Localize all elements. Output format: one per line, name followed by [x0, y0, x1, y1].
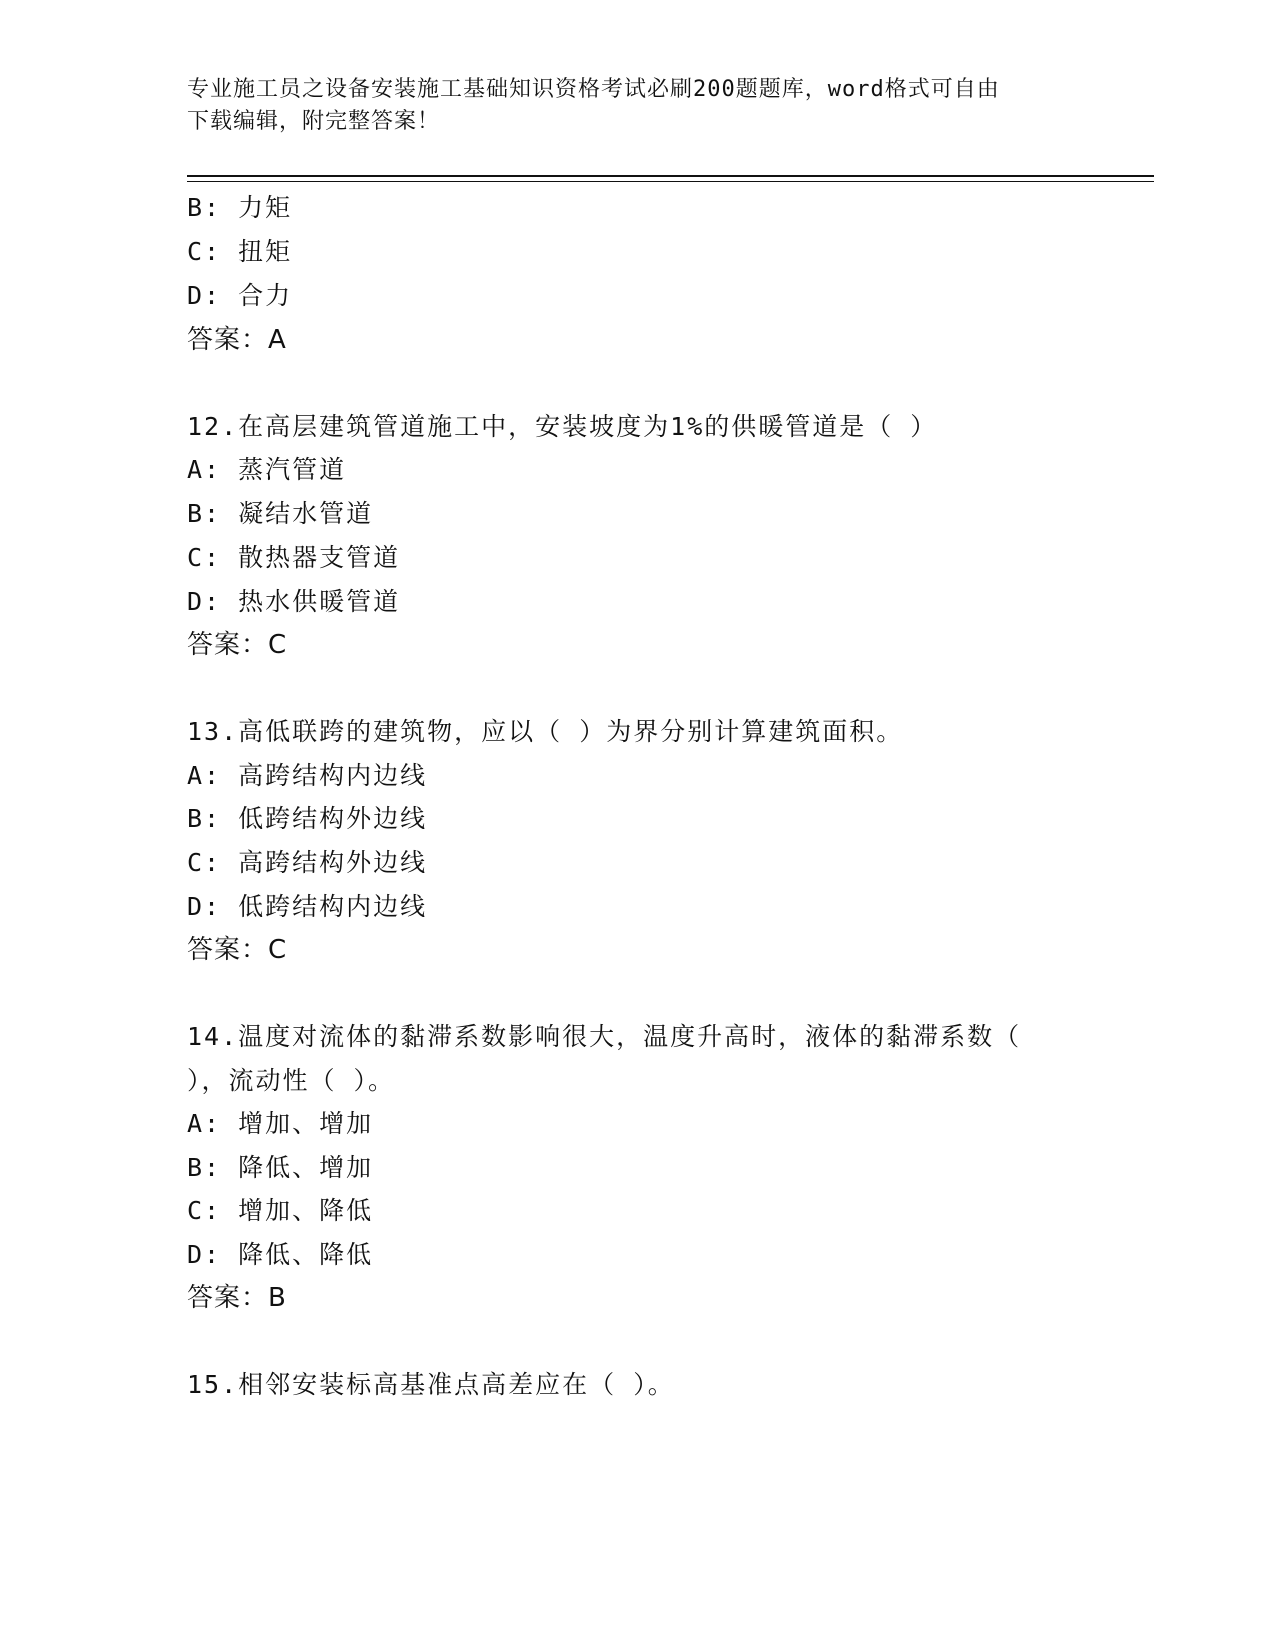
q15-question: 15.相邻安装标高基准点高差应在（ ）。	[187, 1370, 675, 1399]
q13-option-b: B: 低跨结构外边线	[187, 804, 428, 833]
q14-question-line-1: 14.温度对流体的黏滞系数影响很大，温度升高时，液体的黏滞系数（	[187, 1022, 1022, 1051]
q13-question: 13.高低联跨的建筑物，应以（ ）为界分别计算建筑面积。	[187, 717, 904, 746]
q12-option-a: A: 蒸汽管道	[187, 455, 347, 484]
q12-option-d: D: 热水供暖管道	[187, 587, 401, 616]
q14-answer: 答案：B	[187, 1283, 287, 1313]
q12-option-c: C: 散热器支管道	[187, 543, 401, 572]
q13-option-a: A: 高跨结构内边线	[187, 761, 428, 790]
q14-question-line-2: ），流动性（ ）。	[187, 1066, 396, 1095]
q12-option-b: B: 凝结水管道	[187, 499, 374, 528]
header-rule-thick	[187, 175, 1154, 177]
q11-option-b: B: 力矩	[187, 193, 293, 222]
q13-option-c: C: 高跨结构外边线	[187, 848, 428, 877]
q11-answer: 答案：A	[187, 325, 287, 355]
q14-option-b: B: 降低、增加	[187, 1153, 374, 1182]
q14-option-d: D: 降低、降低	[187, 1240, 374, 1269]
q11-option-c: C: 扭矩	[187, 237, 293, 266]
q13-answer: 答案：C	[187, 935, 288, 965]
q12-question: 12.在高层建筑管道施工中，安装坡度为1%的供暖管道是（ ）	[187, 412, 938, 441]
q12-answer: 答案：C	[187, 630, 288, 660]
q14-option-a: A: 增加、增加	[187, 1109, 374, 1138]
document-header	[187, 74, 1067, 138]
q11-option-d: D: 合力	[187, 281, 293, 310]
q14-option-c: C: 增加、降低	[187, 1196, 374, 1225]
header-line-1: 专业施工员之设备安装施工基础知识资格考试必刷200题题库，word格式可自由	[187, 77, 1000, 102]
header-line-2: 下载编辑，附完整答案！	[187, 109, 441, 134]
header-rule-thin	[187, 181, 1154, 182]
q13-option-d: D: 低跨结构内边线	[187, 892, 428, 921]
